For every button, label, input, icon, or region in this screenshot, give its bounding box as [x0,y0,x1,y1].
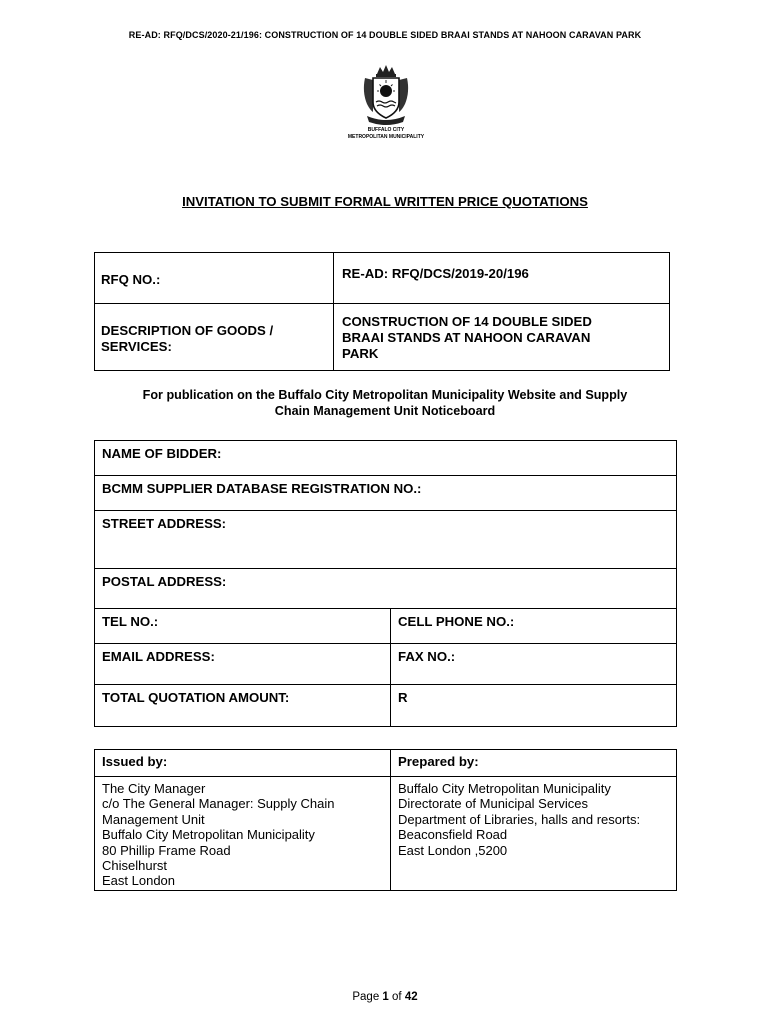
prepared-by-line: Department of Libraries, halls and resorts: [398,811,641,827]
description-value-line-1: CONSTRUCTION OF 14 DOUBLE SIDED [342,314,592,329]
street-address-cell[interactable] [95,511,677,569]
bidder-name-label: NAME OF BIDDER: [102,446,222,461]
bcmm-registration-label: BCMM SUPPLIER DATABASE REGISTRATION NO.: [102,481,422,496]
fax-cell[interactable] [391,644,677,685]
prepared-by-line: Buffalo City Metropolitan Municipality [398,781,611,796]
total-quotation-cell [95,685,391,727]
issued-by-line: Management Unit [102,811,205,827]
prepared-by-label: Prepared by: [398,754,479,769]
total-quotation-currency: R [398,690,408,705]
total-quotation-value-cell[interactable] [391,685,677,727]
prepared-by-header [391,750,677,777]
logo-text-line-2: METROPOLITAN MUNICIPALITY [347,134,425,140]
page-number [0,991,770,1003]
issued-by-line: Buffalo City Metropolitan Municipality [102,827,315,843]
issued-prepared-table [94,749,677,891]
publication-note [94,387,676,419]
bcmm-registration-cell[interactable] [95,476,677,511]
rfq-table [94,252,670,371]
rfq-label: RFQ NO.: [101,272,161,287]
page-total: 42 [404,991,418,1003]
issued-by-line: c/o The General Manager: Supply Chain [102,796,335,812]
issued-by-line: The City Manager [102,781,206,796]
description-value-cell [334,304,670,371]
prepared-by-address [391,777,677,891]
cell-phone-cell[interactable] [391,609,677,644]
email-cell[interactable] [95,644,391,685]
street-address-label: STREET ADDRESS: [102,516,227,531]
postal-address-label: POSTAL ADDRESS: [102,574,227,589]
rfq-value-cell [334,253,670,304]
email-label: EMAIL ADDRESS: [102,649,215,664]
tel-cell[interactable] [95,609,391,644]
tel-label: TEL NO.: [102,614,159,629]
description-label-line-1: DESCRIPTION OF GOODS / [101,323,274,338]
publication-note-line-1: For publication on the Buffalo City Metropolitan Municipality Website and Supply [142,388,628,402]
issued-by-line: East London [102,873,176,889]
issued-by-line: 80 Phillip Frame Road [102,842,231,858]
municipality-logo [336,64,436,144]
issued-by-header [95,750,391,777]
document-header: RE-AD: RFQ/DCS/2020-21/196: CONSTRUCTION OF 14 DOUBLE SIDED BRAAI STANDS AT NAHOON CARAVAN PARK [128,30,642,40]
prepared-by-line: Directorate of Municipal Services [398,796,589,812]
of-word: of [392,991,402,1003]
rfq-value: RE-AD: RFQ/DCS/2019-20/196 [342,266,529,281]
fax-label: FAX NO.: [398,649,456,664]
description-value-line-2: BRAAI STANDS AT NAHOON CARAVAN [342,330,591,345]
bidder-details-table [94,440,677,727]
issued-by-line: Chiselhurst [102,858,168,874]
publication-note-line-2: Chain Management Unit Noticeboard [274,404,496,418]
bidder-name-cell[interactable] [95,441,677,476]
page-title: INVITATION TO SUBMIT FORMAL WRITTEN PRICE QUOTATIONS [182,194,588,209]
page-word: Page [352,991,380,1003]
prepared-by-line: East London ,5200 [398,842,508,858]
rfq-label-cell [95,253,334,304]
total-quotation-label: TOTAL QUOTATION AMOUNT: [102,690,290,705]
description-value-line-3: PARK [342,346,379,361]
description-label-cell [95,304,334,371]
coat-of-arms-icon [361,64,411,126]
cell-phone-label: CELL PHONE NO.: [398,614,515,629]
postal-address-cell[interactable] [95,569,677,609]
issued-by-address [95,777,391,891]
description-label-line-2: SERVICES: [101,339,172,354]
issued-by-label: Issued by: [102,754,168,769]
logo-text-line-1: BUFFALO CITY [367,127,405,133]
prepared-by-line: Beaconsfield Road [398,827,508,843]
page-current: 1 [382,991,389,1003]
